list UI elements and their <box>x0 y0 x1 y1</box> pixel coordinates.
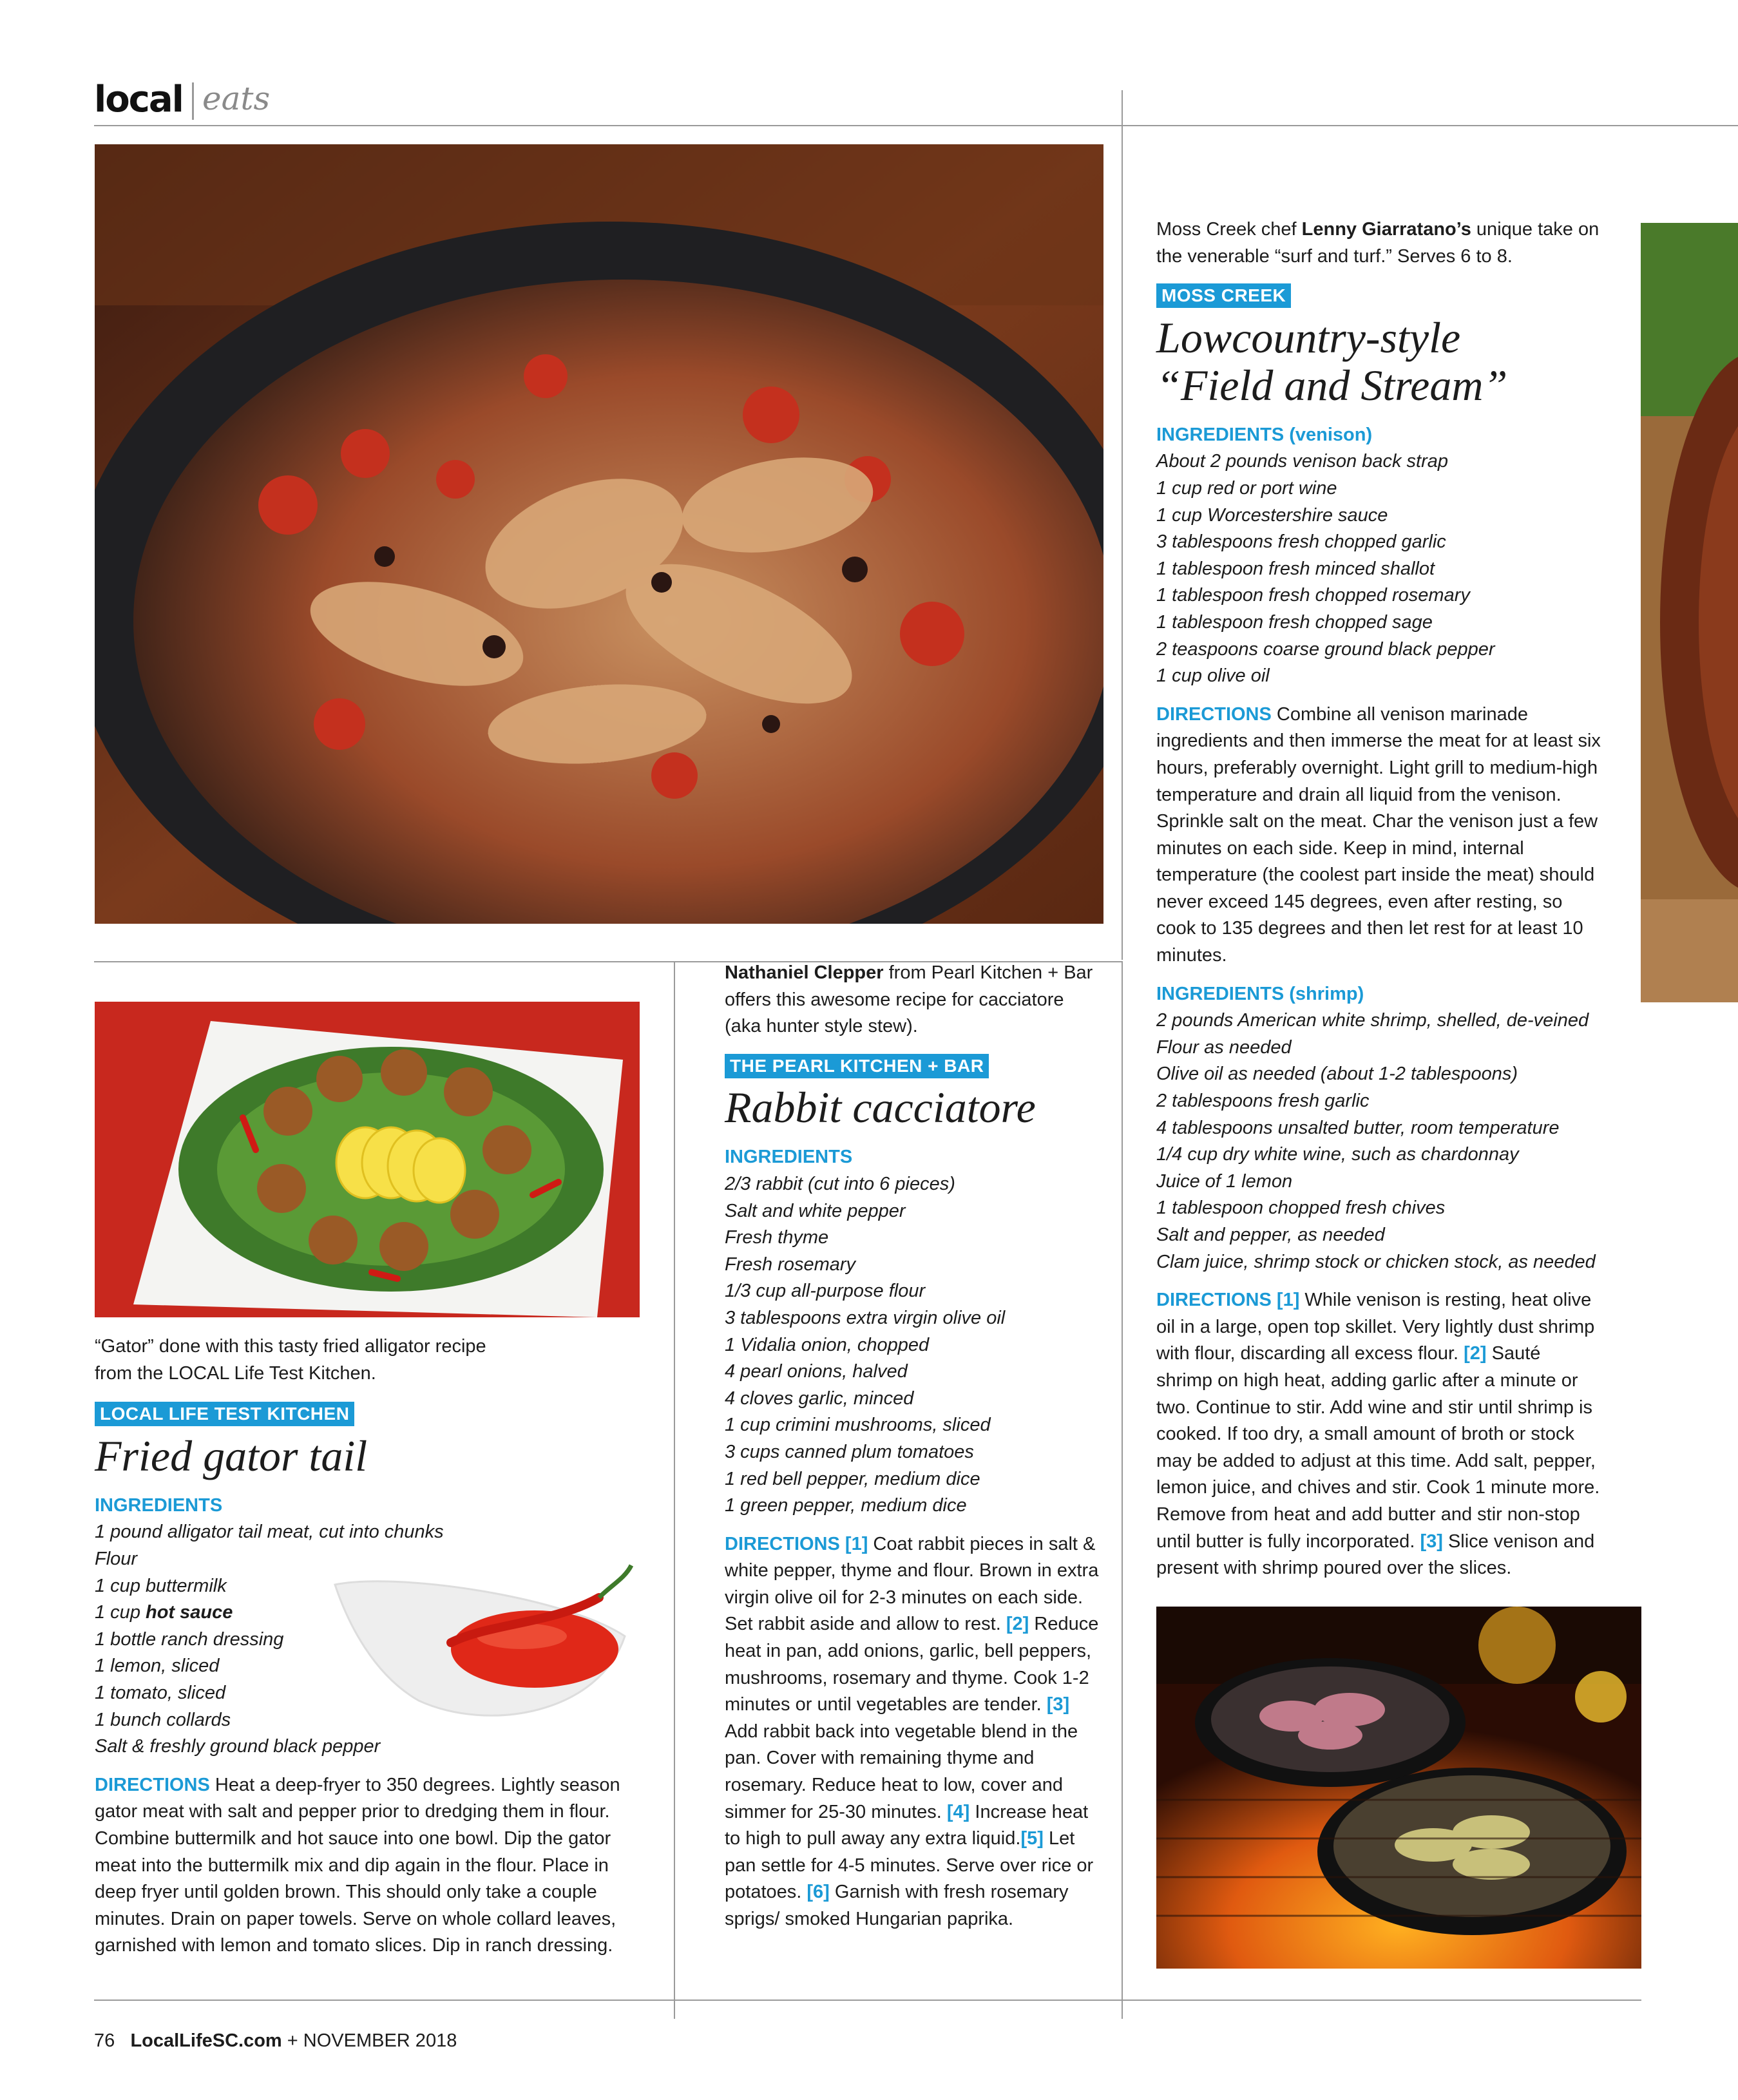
ingredient-item: 1 pound alligator tail meat, cut into chunks <box>95 1522 444 1543</box>
ingredient-item: 2 tablespoons fresh garlic <box>1156 1091 1370 1112</box>
gator-ingredients <box>95 1519 662 1760</box>
ingredient-item: 1 lemon, sliced <box>95 1656 220 1677</box>
ingredient-item: 2 teaspoons coarse ground black pepper <box>1156 638 1495 660</box>
ingredient-item: Fresh rosemary <box>725 1254 856 1275</box>
section-label: eats <box>202 80 271 117</box>
gator-directions <box>95 1772 642 1960</box>
step-number: [5] <box>1020 1828 1044 1849</box>
side-food-photo <box>1641 223 1738 1002</box>
ingredient-item: 1/4 cup dry white wine, such as chardonnay <box>1156 1144 1519 1165</box>
step-number: [2] <box>1464 1343 1487 1364</box>
gator-title: Fried gator tail <box>95 1431 368 1480</box>
rabbit-intro <box>725 960 1105 1040</box>
shrimp-ingredients-head: INGREDIENTS (shrimp) <box>1156 983 1364 1004</box>
ingredient-item: Clam juice, shrimp stock or chicken stock, as needed <box>1156 1251 1596 1272</box>
hot-sauce-bold: hot sauce <box>146 1602 233 1623</box>
column-divider-right-top <box>1122 90 1123 960</box>
ingredient-item: 1 tablespoon chopped fresh chives <box>1156 1198 1446 1219</box>
ingredient-item: 1 Vidalia onion, chopped <box>725 1334 930 1355</box>
step-number: [6] <box>807 1882 830 1903</box>
ingredient-item <box>95 1599 662 1627</box>
column-divider-left <box>674 961 675 2019</box>
ingredient-item: 4 tablespoons unsalted butter, room temperature <box>1156 1117 1560 1138</box>
rabbit-directions <box>725 1531 1105 1933</box>
step-number: [2] <box>1006 1614 1029 1635</box>
rabbit-column <box>725 960 1105 1933</box>
gator-directions-text: Heat a deep-fryer to 350 degrees. Lightly season gator meat with salt and pepper prior to dredging them in flour. Combine buttermilk and hot sauce into one bowl. Dip the gator meat into the buttermilk mix and dip again in the flour. Place in deep fryer until golden brown. This should only take a couple minutes. Drain on paper towels. Serve on whole collard leaves, garnished with lemon and tomato slices. Dip in ranch dressing. <box>95 1774 620 1956</box>
ingredient-item: 1 tomato, sliced <box>95 1682 226 1703</box>
ingredient-item: 1/3 cup all-purpose flour <box>725 1281 926 1302</box>
step-number: [4] <box>946 1801 970 1822</box>
column-divider-right-bottom <box>1122 961 1123 2019</box>
fried-gator-platter-photo <box>95 1002 640 1317</box>
rabbit-intro-text: from Pearl Kitchen + Bar offers this awesome recipe for cacciatore (aka hunter style stew). <box>725 962 1093 1037</box>
step-text: Slice venison and present with shrimp poured over the slices. <box>1156 1531 1595 1579</box>
ingredient-item: Flour as needed <box>1156 1036 1292 1058</box>
ingredient-item: 1 bottle ranch dressing <box>95 1628 284 1650</box>
moss-intro-pre: Moss Creek chef <box>1156 219 1302 240</box>
folio-separator: + <box>287 2030 298 2051</box>
grill-skillets-photo <box>1156 1607 1641 1969</box>
venison-ingredients-head: INGREDIENTS (venison) <box>1156 424 1373 445</box>
venison-ingredients <box>1156 448 1607 689</box>
step-text: While venison is resting, heat olive oil in a large, open top skillet. Very lightly dust shrimp with flour, discarding all excess flour. <box>1156 1290 1595 1364</box>
ingredient-item: 2/3 rabbit (cut into 6 pieces) <box>725 1173 955 1194</box>
ingredient-item: 1 cup olive oil <box>1156 665 1270 687</box>
moss-intro <box>1156 216 1607 270</box>
ingredient-item: 1 cup crimini mushrooms, sliced <box>725 1415 991 1436</box>
ingredient-item: 1 green pepper, medium dice <box>725 1495 967 1516</box>
ingredient-item: Olive oil as needed (about 1-2 tablespoons) <box>1156 1064 1518 1085</box>
gator-tag: LOCAL LIFE TEST KITCHEN <box>95 1402 354 1426</box>
logo-divider <box>192 82 194 120</box>
chef-name: Nathaniel Clepper <box>725 962 884 983</box>
venison-directions-head: DIRECTIONS <box>1156 703 1272 725</box>
header-rule <box>94 125 1738 126</box>
rabbit-directions-head: DIRECTIONS <box>725 1533 840 1554</box>
step-text: Add rabbit back into vegetable blend in the pan. Cover with remaining thyme and rosemary. Reduce heat to low, cover and simmer for 25-30 minutes. <box>725 1721 1078 1822</box>
ingredient-item: Flour <box>95 1548 138 1569</box>
gator-ingredients-head: INGREDIENTS <box>95 1494 223 1516</box>
page-folio <box>94 2030 457 2052</box>
step-text: Sauté shrimp on high heat, adding garlic after a minute or two. Continue to stir. Add wine and stir until shrimp is cooked. If too dry, a small amount of broth or stock may be added to adjust at this time. Add salt, pepper, lemon juice, and chives and stir. Cook 1 minute more. Remove from heat and add butter and stir non-stop until butter is fully incorporated. <box>1156 1343 1600 1552</box>
moss-tag: MOSS CREEK <box>1156 283 1291 308</box>
ingredient-item: 1 tablespoon fresh minced shallot <box>1156 558 1435 579</box>
ingredient-item: 3 cups canned plum tomatoes <box>725 1441 974 1462</box>
moss-title: Lowcountry-style “Field and Stream” <box>1156 312 1508 410</box>
shrimp-directions-head: DIRECTIONS <box>1156 1290 1272 1311</box>
ingredient-item: 1 cup buttermilk <box>95 1575 227 1596</box>
rabbit-tag: THE PEARL KITCHEN + BAR <box>725 1054 989 1078</box>
ingredient-item: Salt and white pepper <box>725 1200 906 1221</box>
gator-column <box>95 1333 662 1960</box>
shrimp-directions <box>1156 1287 1601 1582</box>
step-number: [1] <box>845 1533 868 1554</box>
ingredient-item: 1 cup Worcestershire sauce <box>1156 504 1388 526</box>
rabbit-ingredients-head: INGREDIENTS <box>725 1147 853 1168</box>
footer-rule <box>94 2000 1641 2001</box>
moss-intro-text: unique take on the venerable “surf and turf.” Serves 6 to 8. <box>1156 219 1600 267</box>
venison-directions <box>1156 702 1601 969</box>
rabbit-cacciatore-pan-photo <box>95 144 1103 924</box>
ingredient-item: Salt & freshly ground black pepper <box>95 1736 381 1757</box>
rabbit-ingredients <box>725 1171 1105 1520</box>
hot-sauce-prefix: 1 cup <box>95 1602 146 1623</box>
shrimp-ingredients <box>1156 1007 1607 1275</box>
ingredient-item: Juice of 1 lemon <box>1156 1170 1293 1192</box>
step-text: Let pan settle for 4-5 minutes. Serve over rice or potatoes. <box>725 1828 1094 1903</box>
step-number: [1] <box>1276 1290 1300 1311</box>
ingredient-item: 3 tablespoons extra virgin olive oil <box>725 1307 1006 1328</box>
ingredient-item: 1 red bell pepper, medium dice <box>725 1468 980 1489</box>
ingredient-item: 4 pearl onions, halved <box>725 1361 908 1382</box>
ingredient-item: 4 cloves garlic, minced <box>725 1388 914 1409</box>
step-text: Coat rabbit pieces in salt & white pepper, thyme and flour. Brown in extra virgin olive oil for 2-3 minutes on each side. Set rabbit aside and allow to rest. <box>725 1533 1099 1635</box>
page-number: 76 <box>94 2030 115 2051</box>
step-text: Increase heat to high to pull away any extra liquid. <box>725 1801 1089 1849</box>
ingredient-item: About 2 pounds venison back strap <box>1156 451 1449 472</box>
gator-caption: “Gator” done with this tasty fried alligator recipe from the LOCAL Life Test Kitchen. <box>95 1336 486 1384</box>
ingredient-item: 2 pounds American white shrimp, shelled, de-veined <box>1156 1010 1589 1031</box>
ingredient-item: 1 bunch collards <box>95 1709 231 1730</box>
ingredient-item: 1 tablespoon fresh chopped rosemary <box>1156 585 1470 606</box>
site-link[interactable]: LocalLifeSC.com <box>130 2030 282 2051</box>
venison-directions-text: Combine all venison marinade ingredients and then immerse the meat for at least six hours, preferably overnight. Light grill to medium-high temperature and drain all liquid from the venison. Sprinkle salt on the meat. Char the venison just a few minutes on each side. Keep in mind, internal temperature (the coolest part inside the meat) should never exceed 145 degrees, even after resting, so cook to 135 degrees and then let rest for at least 10 minutes. <box>1156 703 1601 966</box>
step-text: Garnish with fresh rosemary sprigs/ smoked Hungarian paprika. <box>725 1882 1069 1929</box>
ingredient-item: 3 tablespoons fresh chopped garlic <box>1156 531 1446 553</box>
step-number: [3] <box>1420 1531 1443 1552</box>
brand-logo: local <box>94 79 183 120</box>
moss-column <box>1156 216 1607 1582</box>
ingredient-item: 1 cup red or port wine <box>1156 477 1337 499</box>
step-number: [3] <box>1046 1694 1070 1715</box>
issue-date: NOVEMBER 2018 <box>303 2030 457 2051</box>
ingredient-item: 1 tablespoon fresh chopped sage <box>1156 611 1433 633</box>
chef-name: Lenny Giarratano’s <box>1301 219 1471 240</box>
ingredient-item: Salt and pepper, as needed <box>1156 1225 1385 1245</box>
gator-directions-head: DIRECTIONS <box>95 1774 210 1795</box>
step-text: Reduce heat in pan, add onions, garlic, bell peppers, mushrooms, rosemary and thyme. Cook 1-2 minutes or until vegetables are tender. <box>725 1614 1099 1715</box>
ingredient-item: Fresh thyme <box>725 1227 829 1248</box>
rabbit-title: Rabbit cacciatore <box>725 1083 1036 1132</box>
